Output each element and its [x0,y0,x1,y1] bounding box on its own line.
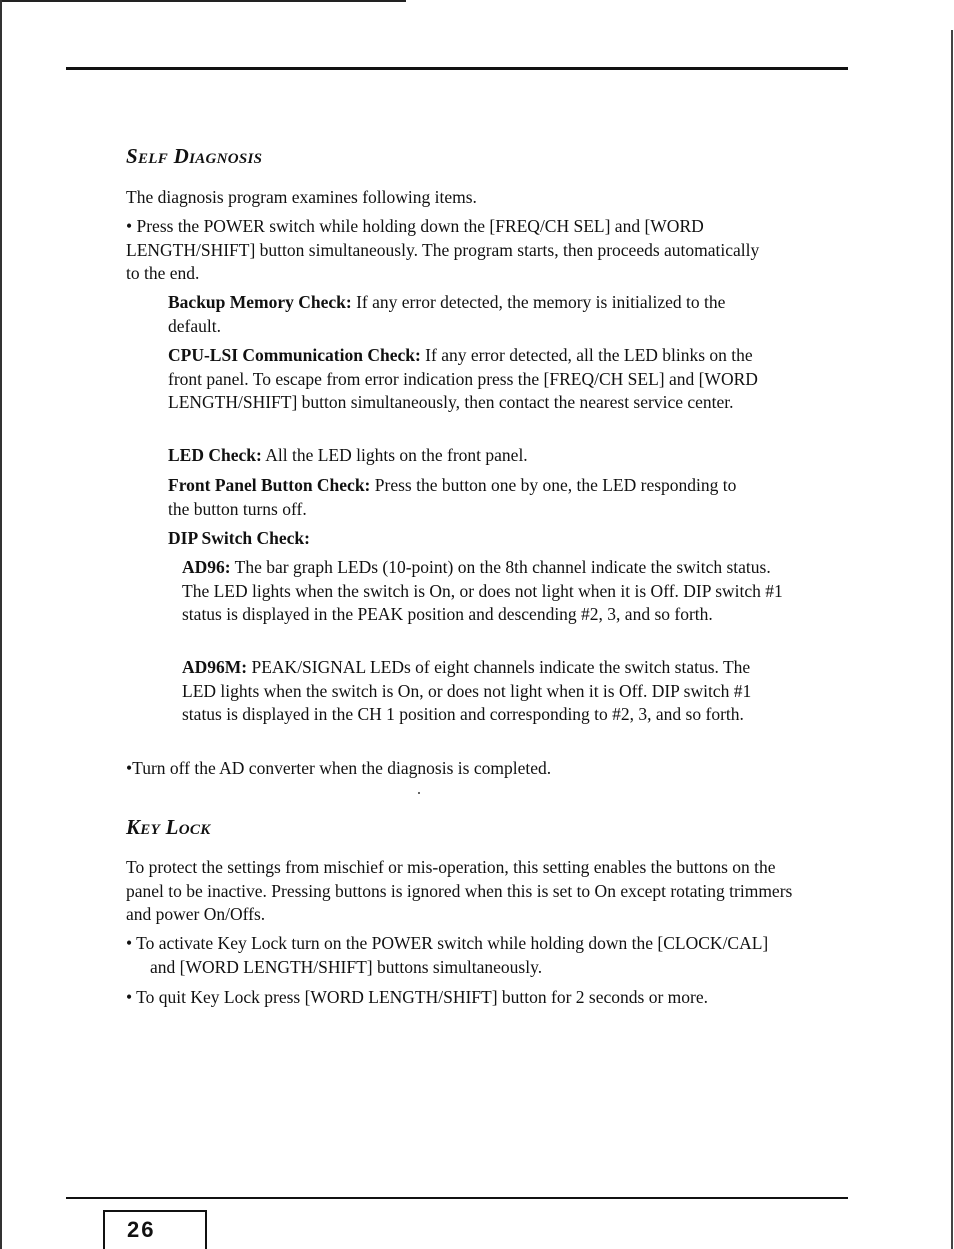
bullet-start-diagnosis: • Press the POWER switch while holding down the [FREQ/CH SEL] and [WORD LENGTH/SHIFT] button simultaneously. The program starts, then proceeds automatically to the end. [126,216,760,283]
item-ad96 [182,556,792,627]
label-ad96: AD96: [182,557,231,577]
scan-speck [418,792,420,794]
footer-rule [66,1197,848,1199]
page-number-box [103,1210,207,1249]
label-led-check: LED Check: [168,445,262,465]
label-cpu-lsi-check: CPU-LSI Communication Check: [168,345,421,365]
text-ad96: The bar graph LEDs (10-point) on the 8th channel indicate the switch status. The LED lights when the switch is On, or does not light when it is Off. DIP switch #1 status is displayed in the PEAK position and descending #2, 3, and so forth. [182,557,783,624]
bullet-turn-off: •Turn off the AD converter when the diagnosis is completed. [126,758,552,778]
self-diagnosis-intro: The diagnosis program examines following items. [126,187,477,207]
label-backup-memory-check: Backup Memory Check: [168,292,352,312]
text-front-panel-check: Press the button one by one, the LED responding to the button turns off. [168,475,737,519]
text-backup-memory-check: If any error detected, the memory is initialized to the default. [168,292,726,336]
text-ad96m: PEAK/SIGNAL LEDs of eight channels indicate the switch status. The LED lights when the switch is On, or does not light when it is Off. DIP switch #1 status is displayed in the CH 1 position and corresponding to #2, 3, and so forth. [182,657,752,724]
scan-edge-top [0,0,406,2]
section-heading-self-diagnosis: Self Diagnosis [126,144,263,168]
section-heading-key-lock: Key Lock [126,815,211,839]
bullet-quit-key-lock: • To quit Key Lock press [WORD LENGTH/SHIFT] button for 2 seconds or more. [126,987,708,1007]
key-lock-intro: To protect the settings from mischief or mis-operation, this setting enables the buttons on the panel to be inactive. Pressing buttons is ignored when this is set to On except rotating trimmers and power On/Offs. [126,857,793,924]
scan-edge-left [0,0,2,1249]
label-dip-switch-check: DIP Switch Check: [168,528,310,548]
page-number: 26 [127,1217,156,1242]
label-ad96m: AD96M: [182,657,248,677]
bullet-activate-key-lock: • To activate Key Lock turn on the POWER switch while holding down the [CLOCK/CAL] and [WORD LENGTH/SHIFT] buttons simultaneously. [126,933,769,977]
header-rule [66,67,848,70]
text-cpu-lsi-check: If any error detected, all the LED blinks on the front panel. To escape from error indication press the [FREQ/CH SEL] and [WORD LENGTH/SHIFT] button simultaneously, then contact the nearest service center. [168,345,758,412]
scan-edge-right [951,30,953,1249]
item-ad96m [182,656,787,727]
text-led-check: All the LED lights on the front panel. [261,445,528,465]
label-front-panel-check: Front Panel Button Check: [168,475,371,495]
item-dip-switch-check [168,527,798,551]
item-backup-memory-check [168,291,728,338]
item-front-panel-check [168,474,758,521]
item-cpu-lsi-check [168,344,763,415]
item-led-check [168,444,798,468]
